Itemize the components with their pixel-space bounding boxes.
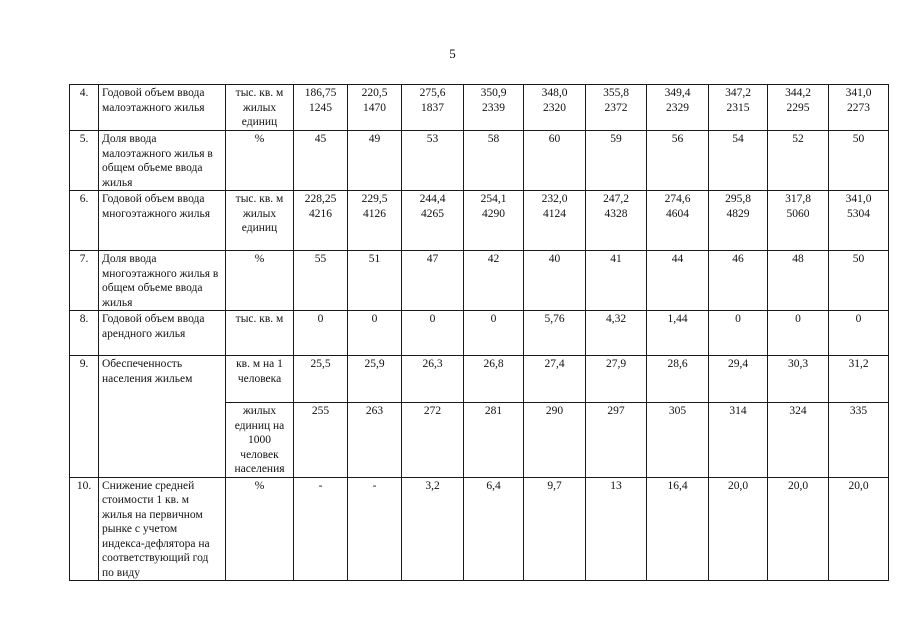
value-line: 347,2 bbox=[725, 87, 751, 99]
unit-cell: жилых единиц на 1000 человек населения bbox=[226, 403, 294, 478]
value-cell: 0 bbox=[294, 311, 348, 356]
value-cell: 50 bbox=[829, 251, 889, 311]
value-cell: 297 bbox=[586, 403, 647, 478]
value-line: 2372 bbox=[604, 101, 628, 114]
value-line: 228,25 bbox=[304, 193, 337, 205]
value-cell bbox=[829, 191, 889, 251]
value-line: 295,8 bbox=[725, 193, 751, 205]
value-cell: 281 bbox=[464, 403, 524, 478]
value-cell: 51 bbox=[348, 251, 402, 311]
value-cell: 290 bbox=[524, 403, 586, 478]
value-cell: 0 bbox=[829, 311, 889, 356]
value-line: 2273 bbox=[847, 101, 870, 114]
value-cell: 58 bbox=[464, 131, 524, 191]
value-cell bbox=[709, 191, 768, 251]
value-line: 4290 bbox=[482, 207, 505, 220]
value-line: 344,2 bbox=[785, 87, 811, 99]
row-number: 6. bbox=[70, 191, 99, 251]
value-cell bbox=[402, 191, 464, 251]
row-number: 7. bbox=[70, 251, 99, 311]
value-cell: 53 bbox=[402, 131, 464, 191]
value-cell: - bbox=[348, 477, 402, 581]
table-body bbox=[70, 85, 889, 581]
unit-cell: тыс. кв. м bbox=[226, 311, 294, 356]
value-cell bbox=[768, 85, 829, 131]
value-cell: 20,0 bbox=[709, 477, 768, 581]
table-row bbox=[70, 251, 889, 311]
value-cell: 25,9 bbox=[348, 356, 402, 403]
value-cell bbox=[294, 85, 348, 131]
value-cell: 0 bbox=[402, 311, 464, 356]
value-cell: 31,2 bbox=[829, 356, 889, 403]
value-cell: 48 bbox=[768, 251, 829, 311]
value-cell: 305 bbox=[647, 403, 709, 478]
value-cell: 13 bbox=[586, 477, 647, 581]
value-cell bbox=[524, 85, 586, 131]
value-line: 341,0 bbox=[845, 87, 872, 99]
value-line: 247,2 bbox=[603, 193, 629, 205]
value-cell: 263 bbox=[348, 403, 402, 478]
indicator-name: Снижение средней стоимости 1 кв. м жилья на первичном рынке с учетом индекса-дефлятора на соответствующий год по виду bbox=[99, 477, 226, 581]
value-line: 232,0 bbox=[541, 193, 568, 205]
value-line: 220,5 bbox=[361, 87, 388, 99]
value-cell: 29,4 bbox=[709, 356, 768, 403]
value-cell: 52 bbox=[768, 131, 829, 191]
value-cell: 26,3 bbox=[402, 356, 464, 403]
value-cell bbox=[647, 85, 709, 131]
value-cell: 5,76 bbox=[524, 311, 586, 356]
unit-line: тыс. кв. м bbox=[235, 193, 284, 205]
table-row bbox=[70, 131, 889, 191]
value-cell: 55 bbox=[294, 251, 348, 311]
value-cell: 324 bbox=[768, 403, 829, 478]
value-line: 349,4 bbox=[664, 87, 691, 99]
value-line: 317,8 bbox=[785, 193, 811, 205]
table-row bbox=[70, 311, 889, 356]
value-cell bbox=[464, 85, 524, 131]
value-cell: 26,8 bbox=[464, 356, 524, 403]
value-cell bbox=[709, 85, 768, 131]
value-cell: 25,5 bbox=[294, 356, 348, 403]
value-cell: 0 bbox=[464, 311, 524, 356]
value-cell: 44 bbox=[647, 251, 709, 311]
value-cell: 335 bbox=[829, 403, 889, 478]
value-cell bbox=[524, 191, 586, 251]
value-cell: 54 bbox=[709, 131, 768, 191]
value-cell bbox=[768, 191, 829, 251]
value-cell bbox=[464, 191, 524, 251]
unit-cell: % bbox=[226, 477, 294, 581]
value-cell: 45 bbox=[294, 131, 348, 191]
value-line: 350,9 bbox=[480, 87, 507, 99]
table-row bbox=[70, 191, 889, 251]
value-cell: 9,7 bbox=[524, 477, 586, 581]
unit-cell bbox=[226, 85, 294, 131]
row-number: 4. bbox=[70, 85, 99, 131]
value-cell bbox=[586, 191, 647, 251]
value-cell: 272 bbox=[402, 403, 464, 478]
value-cell bbox=[402, 85, 464, 131]
value-cell: 20,0 bbox=[768, 477, 829, 581]
table-row bbox=[70, 85, 889, 131]
value-line: 4216 bbox=[309, 207, 332, 220]
value-line: 4829 bbox=[726, 207, 750, 220]
value-cell: 41 bbox=[586, 251, 647, 311]
value-cell: 56 bbox=[647, 131, 709, 191]
unit-cell bbox=[226, 191, 294, 251]
table-row bbox=[70, 477, 889, 581]
value-line: 4265 bbox=[421, 207, 444, 220]
value-line: 275,6 bbox=[419, 87, 446, 99]
row-number: 8. bbox=[70, 311, 99, 356]
value-line: 1245 bbox=[309, 101, 332, 114]
value-cell: 6,4 bbox=[464, 477, 524, 581]
unit-line: жилых единиц bbox=[241, 207, 278, 234]
value-cell: 49 bbox=[348, 131, 402, 191]
value-cell: 3,2 bbox=[402, 477, 464, 581]
row-number: 5. bbox=[70, 131, 99, 191]
unit-line: жилых единиц bbox=[241, 101, 278, 128]
page-number: 5 bbox=[449, 46, 456, 61]
value-cell: 20,0 bbox=[829, 477, 889, 581]
value-cell: 40 bbox=[524, 251, 586, 311]
indicators-table bbox=[69, 84, 889, 581]
value-cell: 255 bbox=[294, 403, 348, 478]
unit-cell: % bbox=[226, 251, 294, 311]
value-line: 186,75 bbox=[304, 87, 337, 99]
value-line: 4328 bbox=[604, 207, 628, 220]
value-line: 5304 bbox=[847, 207, 870, 220]
unit-cell: кв. м на 1 человека bbox=[226, 356, 294, 403]
indicator-name: Годовой объем ввода малоэтажного жилья bbox=[99, 85, 226, 131]
value-cell: 314 bbox=[709, 403, 768, 478]
value-line: 4124 bbox=[543, 207, 566, 220]
value-cell: 27,9 bbox=[586, 356, 647, 403]
value-cell bbox=[348, 85, 402, 131]
value-cell: 27,4 bbox=[524, 356, 586, 403]
value-line: 348,0 bbox=[541, 87, 568, 99]
value-cell: 30,3 bbox=[768, 356, 829, 403]
value-line: 274,6 bbox=[664, 193, 691, 205]
value-cell: 46 bbox=[709, 251, 768, 311]
value-cell: 50 bbox=[829, 131, 889, 191]
value-line: 4604 bbox=[666, 207, 689, 220]
value-line: 355,8 bbox=[603, 87, 629, 99]
value-cell: 60 bbox=[524, 131, 586, 191]
value-cell: 0 bbox=[768, 311, 829, 356]
value-cell: 47 bbox=[402, 251, 464, 311]
row-number: 10. bbox=[70, 477, 99, 581]
value-line: 1837 bbox=[421, 101, 444, 114]
value-cell: - bbox=[294, 477, 348, 581]
unit-line: тыс. кв. м bbox=[235, 87, 284, 99]
indicator-name: Доля ввода малоэтажного жилья в общем объеме ввода жилья bbox=[99, 131, 226, 191]
value-line: 2315 bbox=[726, 101, 750, 114]
unit-cell: % bbox=[226, 131, 294, 191]
value-cell: 0 bbox=[709, 311, 768, 356]
value-cell bbox=[829, 85, 889, 131]
value-cell bbox=[647, 191, 709, 251]
value-cell bbox=[294, 191, 348, 251]
table-row bbox=[70, 356, 889, 403]
value-line: 244,4 bbox=[419, 193, 446, 205]
value-line: 2329 bbox=[666, 101, 689, 114]
value-line: 2339 bbox=[482, 101, 505, 114]
value-line: 2320 bbox=[543, 101, 566, 114]
value-line: 1470 bbox=[363, 101, 386, 114]
indicator-name: Обеспеченность населения жильем bbox=[99, 356, 226, 478]
value-line: 5060 bbox=[786, 207, 810, 220]
value-cell: 59 bbox=[586, 131, 647, 191]
indicator-name: Доля ввода многоэтажного жилья в общем объеме ввода жилья bbox=[99, 251, 226, 311]
value-cell: 1,44 bbox=[647, 311, 709, 356]
value-line: 341,0 bbox=[845, 193, 872, 205]
value-line: 229,5 bbox=[361, 193, 388, 205]
row-number: 9. bbox=[70, 356, 99, 478]
value-line: 254,1 bbox=[480, 193, 507, 205]
value-line: 2295 bbox=[786, 101, 810, 114]
value-cell: 4,32 bbox=[586, 311, 647, 356]
value-cell: 28,6 bbox=[647, 356, 709, 403]
value-cell: 16,4 bbox=[647, 477, 709, 581]
indicator-name: Годовой объем ввода арендного жилья bbox=[99, 311, 226, 356]
indicator-name: Годовой объем ввода многоэтажного жилья bbox=[99, 191, 226, 251]
value-cell bbox=[348, 191, 402, 251]
value-cell: 42 bbox=[464, 251, 524, 311]
value-line: 4126 bbox=[363, 207, 386, 220]
value-cell: 0 bbox=[348, 311, 402, 356]
value-cell bbox=[586, 85, 647, 131]
